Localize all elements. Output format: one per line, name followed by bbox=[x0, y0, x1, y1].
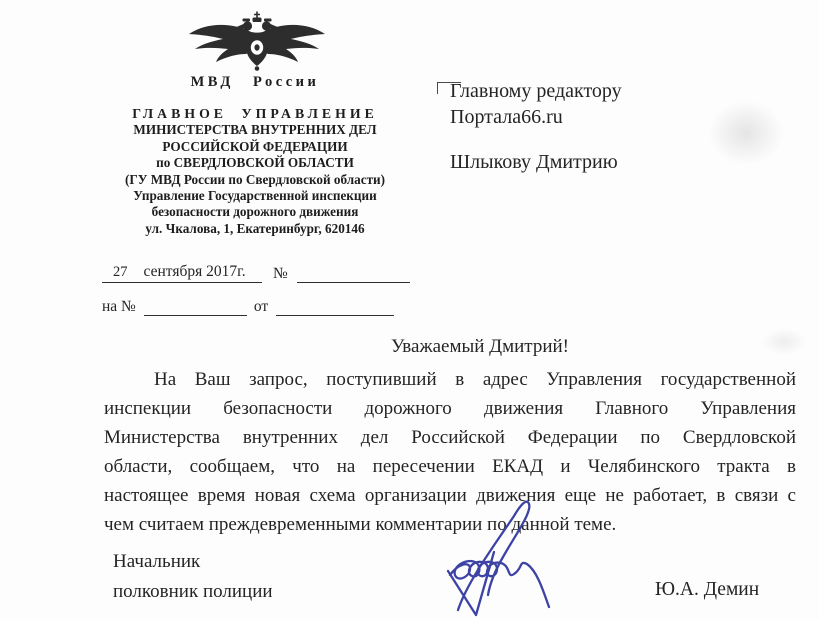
outgoing-number-field bbox=[297, 263, 410, 283]
salutation: Уважаемый Дмитрий! bbox=[390, 336, 569, 357]
body-line: чем считаем преждевременными комментарии по данной теме. bbox=[104, 514, 617, 535]
body-line: настоящее время новая схема организации движения еще не работает, в связи с bbox=[104, 485, 796, 506]
letterhead-line: МИНИСТЕРСТВА ВНУТРЕННИХ ДЕЛ bbox=[133, 122, 377, 138]
date-day-value: 27 bbox=[113, 264, 128, 280]
letterhead-line: ГЛАВНОЕ УПРАВЛЕНИЕ bbox=[132, 106, 378, 121]
number-sign-label: № bbox=[273, 265, 288, 282]
letterhead-block bbox=[83, 106, 427, 237]
signer-rank: полковник полиции bbox=[113, 581, 273, 602]
signer-name: Ю.А. Демин bbox=[655, 579, 760, 600]
addressee-role: Главному редактору bbox=[450, 80, 622, 102]
date-month-year: сентября 2017г. bbox=[143, 263, 246, 280]
reference-block bbox=[102, 263, 422, 316]
addressee-organization: Портала66.ru bbox=[450, 106, 563, 128]
letterhead-line: (ГУ МВД России по Свердловской области) bbox=[124, 171, 386, 187]
addressee-person: Шлыкову Дмитрию bbox=[450, 151, 618, 173]
signer-post: Начальник bbox=[113, 551, 201, 572]
handwritten-signature bbox=[438, 494, 574, 619]
addressee-block bbox=[450, 78, 622, 175]
reply-to-label: на № bbox=[102, 298, 136, 315]
letterhead-line: безопасности дорожного движения bbox=[151, 204, 359, 220]
body-line: области, сообщаем, что на пересечении ЕКАД и Челябинского тракта в bbox=[104, 456, 796, 477]
from-label: от bbox=[253, 298, 269, 315]
agency-name: МВД России bbox=[190, 74, 320, 90]
letterhead-line: ул. Чкалова, 1, Екатеринбург, 620146 bbox=[145, 220, 365, 236]
letterhead-line: РОССИЙСКОЙ ФЕДЕРАЦИИ bbox=[162, 138, 348, 154]
body-line: Министерства внутренних дел Российской Федерации по Свердловской bbox=[104, 427, 796, 448]
body-line: инспекции безопасности дорожного движения Главного Управления bbox=[104, 398, 796, 419]
reply-number-field bbox=[144, 296, 247, 316]
date-field bbox=[102, 263, 262, 283]
reply-date-field bbox=[276, 296, 394, 316]
reply-to-row bbox=[102, 296, 422, 316]
letterhead-line: по СВЕРДЛОВСКОЙ ОБЛАСТИ bbox=[156, 155, 354, 171]
scan-smudge bbox=[703, 96, 789, 170]
date-number-row bbox=[102, 263, 422, 283]
signature-stroke bbox=[450, 561, 549, 607]
body-line: На Ваш запрос, поступивший в адрес Управления государственной bbox=[154, 369, 796, 390]
letterhead-line: Управление Государственной инспекции bbox=[133, 188, 377, 204]
mvd-eagle-emblem bbox=[186, 11, 328, 75]
